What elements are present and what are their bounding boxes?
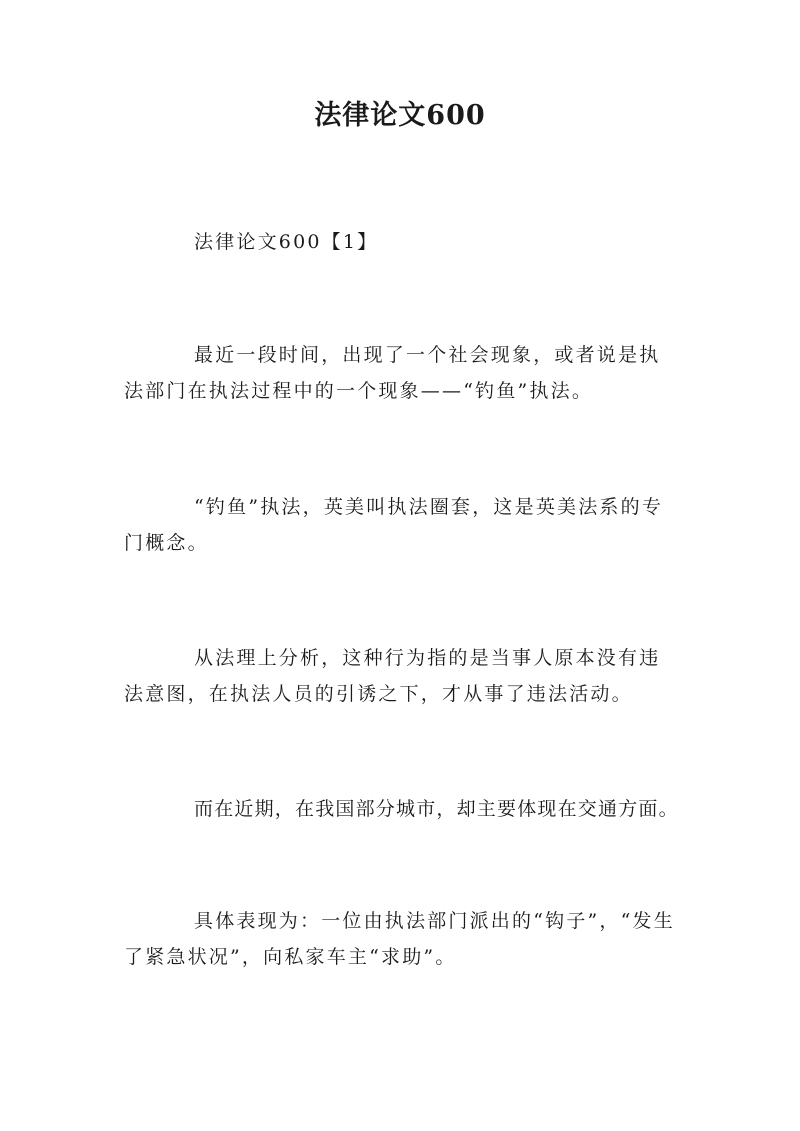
paragraph-2: “钓鱼”执法，英美叫执法圈套，这是英美法系的专门概念。 — [124, 496, 664, 554]
section-heading: 法律论文600【1】 — [194, 231, 379, 253]
paragraph-4: 而在近期，在我国部分城市，却主要体现在交通方面。 — [194, 798, 679, 820]
document-title: 法律论文600 — [314, 100, 486, 131]
paragraph-3: 从法理上分析，这种行为指的是当事人原本没有违法意图，在执法人员的引诱之下，才从事了违法活动。 — [124, 647, 661, 705]
paragraph-5: 具体表现为：一位由执法部门派出的“钩子”，“发生了紧急状况”，向私家车主“求助”。 — [124, 910, 675, 968]
paragraph-1: 最近一段时间，出现了一个社会现象，或者说是执法部门在执法过程中的一个现象——“钓鱼”执法。 — [124, 344, 661, 402]
